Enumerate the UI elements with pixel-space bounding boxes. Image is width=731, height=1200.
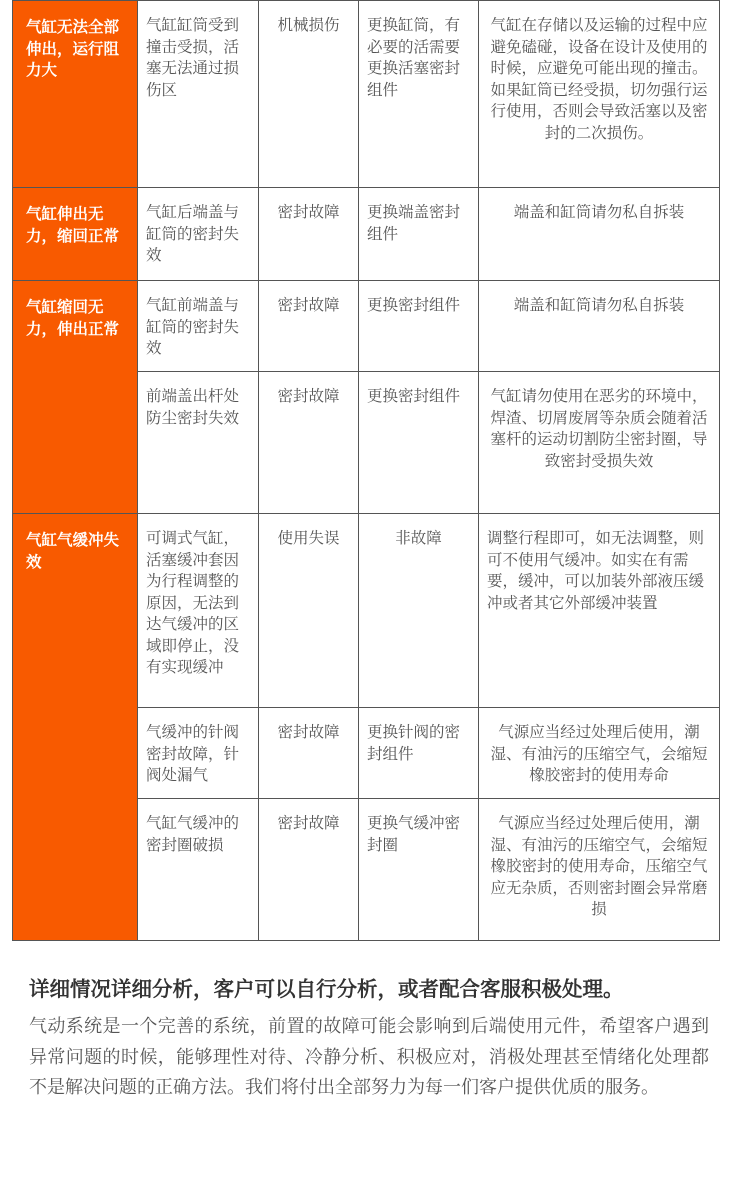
fault-table bbox=[12, 0, 720, 941]
table-row bbox=[13, 514, 720, 708]
solution-cell: 更换密封组件 bbox=[359, 372, 479, 514]
cause-cell: 气缸缸筒受到撞击受损，活塞无法通过损伤区 bbox=[138, 1, 259, 188]
type-cell: 密封故障 bbox=[259, 372, 359, 514]
note-cell: 调整行程即可，如无法调整，则可不使用气缓冲。如实在有需要，缓冲，可以加装外部液压缓冲或者其它外部缓冲装置 bbox=[479, 514, 720, 708]
note-cell: 端盖和缸筒请勿私自拆装 bbox=[479, 281, 720, 372]
type-cell: 密封故障 bbox=[259, 708, 359, 799]
solution-cell: 更换密封组件 bbox=[359, 281, 479, 372]
cause-cell: 气缸气缓冲的密封圈破损 bbox=[138, 799, 259, 941]
note-cell: 气源应当经过处理后使用，潮湿、有油污的压缩空气，会缩短橡胶密封的使用寿命 bbox=[479, 708, 720, 799]
note-cell: 气缸请勿使用在恶劣的环境中，焊渣、切屑废屑等杂质会随着活塞杆的运动切割防尘密封圈，导致密封受损失效 bbox=[479, 372, 720, 514]
cause-cell: 可调式气缸，活塞缓冲套因为行程调整的原因，无法到达气缓冲的区域即停止，没有实现缓冲 bbox=[138, 514, 259, 708]
table-row bbox=[13, 188, 720, 281]
cause-cell: 气缸前端盖与缸筒的密封失效 bbox=[138, 281, 259, 372]
symptom-cell: 气缸伸出无力，缩回正常 bbox=[13, 188, 138, 281]
solution-cell: 更换针阀的密封组件 bbox=[359, 708, 479, 799]
type-cell: 密封故障 bbox=[259, 188, 359, 281]
solution-cell: 非故障 bbox=[359, 514, 479, 708]
symptom-cell: 气缸无法全部伸出，运行阻力大 bbox=[13, 1, 138, 188]
summary-title: 详细情况详细分析，客户可以自行分析，或者配合客服积极处理。 bbox=[29, 977, 624, 1001]
solution-cell: 更换气缓冲密封圈 bbox=[359, 799, 479, 941]
cause-cell: 气缸后端盖与缸筒的密封失效 bbox=[138, 188, 259, 281]
cause-cell: 前端盖出杆处防尘密封失效 bbox=[138, 372, 259, 514]
type-cell: 密封故障 bbox=[259, 799, 359, 941]
solution-cell: 更换端盖密封组件 bbox=[359, 188, 479, 281]
symptom-cell: 气缸缩回无力，伸出正常 bbox=[13, 281, 138, 514]
summary-body: 气动系统是一个完善的系统，前置的故障可能会影响到后端使用元件，希望客户遇到异常问题的时候，能够理性对待、冷静分析、积极应对，消极处理甚至情绪化处理都不是解决问题的正确方法。我们将付出全部努力为每一们客户提供优质的服务。 bbox=[29, 1016, 709, 1098]
symptom-cell: 气缸气缓冲失效 bbox=[13, 514, 138, 941]
type-cell: 机械损伤 bbox=[259, 1, 359, 188]
cause-cell: 气缓冲的针阀密封故障，针阀处漏气 bbox=[138, 708, 259, 799]
type-cell: 使用失误 bbox=[259, 514, 359, 708]
table-row bbox=[13, 1, 720, 188]
solution-cell: 更换缸筒，有必要的活需要更换活塞密封组件 bbox=[359, 1, 479, 188]
note-cell: 气源应当经过处理后使用，潮湿、有油污的压缩空气，会缩短橡胶密封的使用寿命，压缩空气应无杂质，否则密封圈会异常磨损 bbox=[479, 799, 720, 941]
type-cell: 密封故障 bbox=[259, 281, 359, 372]
table-row bbox=[13, 281, 720, 372]
note-cell: 气缸在存储以及运输的过程中应避免磕碰，设备在设计及使用的时候，应避免可能出现的撞击。如果缸筒已经受损，切勿强行运行使用，否则会导致活塞以及密封的二次损伤。 bbox=[479, 1, 720, 188]
note-cell: 端盖和缸筒请勿私自拆装 bbox=[479, 188, 720, 281]
